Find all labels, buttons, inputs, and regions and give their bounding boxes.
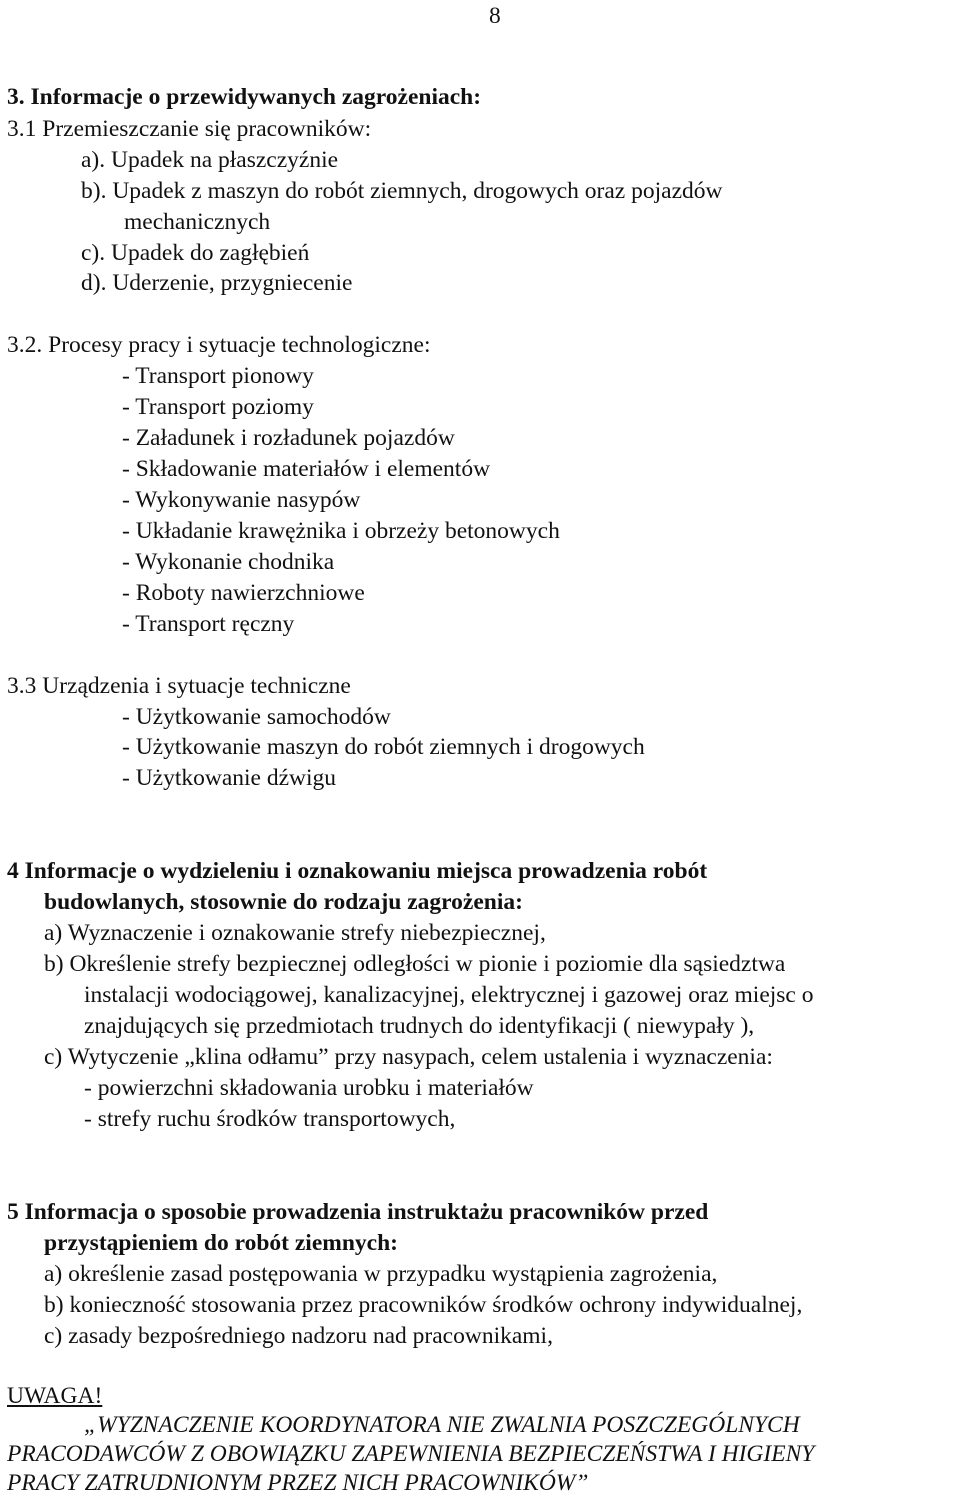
- list-item: znajdujących się przedmiotach trudnych do identyfikacji ( niewypały ),: [84, 1013, 755, 1039]
- list-item: - Użytkowanie maszyn do robót ziemnych i drogowych: [122, 734, 645, 760]
- list-item: d). Uderzenie, przygniecenie: [81, 270, 353, 296]
- page-number: 8: [489, 3, 501, 29]
- list-item: - Użytkowanie samochodów: [122, 704, 391, 730]
- section-3-2-title: 3.2. Procesy pracy i sytuacje technologiczne:: [7, 332, 431, 358]
- list-item: - Roboty nawierzchniowe: [122, 580, 365, 606]
- section-4-heading: 4 Informacje o wydzieleniu i oznakowaniu miejsca prowadzenia robót: [7, 858, 708, 884]
- list-item: - Użytkowanie dźwigu: [122, 765, 337, 791]
- list-item: - Wykonanie chodnika: [122, 549, 335, 575]
- list-item: - Transport ręczny: [122, 611, 295, 637]
- list-item: - Układanie krawężnika i obrzeży betonowych: [122, 518, 560, 544]
- section-5-heading: 5 Informacja o sposobie prowadzenia instruktażu pracowników przed: [7, 1199, 709, 1225]
- list-item: b) Określenie strefy bezpiecznej odległości w pionie i poziomie dla sąsiedztwa: [44, 951, 786, 977]
- section-3-heading: 3. Informacje o przewidywanych zagrożeniach:: [7, 84, 482, 110]
- list-item: a) Wyznaczenie i oznakowanie strefy niebezpiecznej,: [44, 920, 546, 946]
- list-item: instalacji wodociągowej, kanalizacyjnej, elektrycznej i gazowej oraz miejsc o: [84, 982, 814, 1008]
- section-4-heading-cont: budowlanych, stosownie do rodzaju zagrożenia:: [44, 889, 523, 915]
- list-item: b) konieczność stosowania przez pracowników środków ochrony indywidualnej,: [44, 1292, 803, 1318]
- list-item: - Załadunek i rozładunek pojazdów: [122, 425, 455, 451]
- list-item: c) Wytyczenie „klina odłamu” przy nasypach, celem ustalenia i wyznaczenia:: [44, 1044, 773, 1070]
- list-item: - Składowanie materiałów i elementów: [122, 456, 491, 482]
- list-item: - Transport poziomy: [122, 394, 314, 420]
- list-item: a). Upadek na płaszczyźnie: [81, 147, 339, 173]
- warning-line: PRACODAWCÓW Z OBOWIĄZKU ZAPEWNIENIA BEZPIECZEŃSTWA I HIGIENY: [7, 1441, 815, 1467]
- list-item: - powierzchni składowania urobku i materiałów: [84, 1075, 534, 1101]
- list-item: - Wykonywanie nasypów: [122, 487, 361, 513]
- list-item: - strefy ruchu środków transportowych,: [84, 1106, 456, 1132]
- list-item: c). Upadek do zagłębień: [81, 240, 310, 266]
- section-5-heading-cont: przystąpieniem do robót ziemnych:: [44, 1230, 398, 1256]
- section-3-1-title: 3.1 Przemieszczanie się pracowników:: [7, 116, 372, 142]
- list-item: c) zasady bezpośredniego nadzoru nad pracownikami,: [44, 1323, 553, 1349]
- warning-label: UWAGA!: [7, 1383, 103, 1409]
- list-item: b). Upadek z maszyn do robót ziemnych, drogowych oraz pojazdów: [81, 178, 723, 204]
- warning-line: „WYZNACZENIE KOORDYNATORA NIE ZWALNIA POSZCZEGÓLNYCH: [84, 1412, 800, 1438]
- warning-line: PRACY ZATRUDNIONYM PRZEZ NICH PRACOWNIKÓW”: [7, 1470, 589, 1496]
- section-3-3-title: 3.3 Urządzenia i sytuacje techniczne: [7, 673, 351, 699]
- list-item: a) określenie zasad postępowania w przypadku wystąpienia zagrożenia,: [44, 1261, 718, 1287]
- list-item: - Transport pionowy: [122, 363, 314, 389]
- list-item: mechanicznych: [124, 209, 271, 235]
